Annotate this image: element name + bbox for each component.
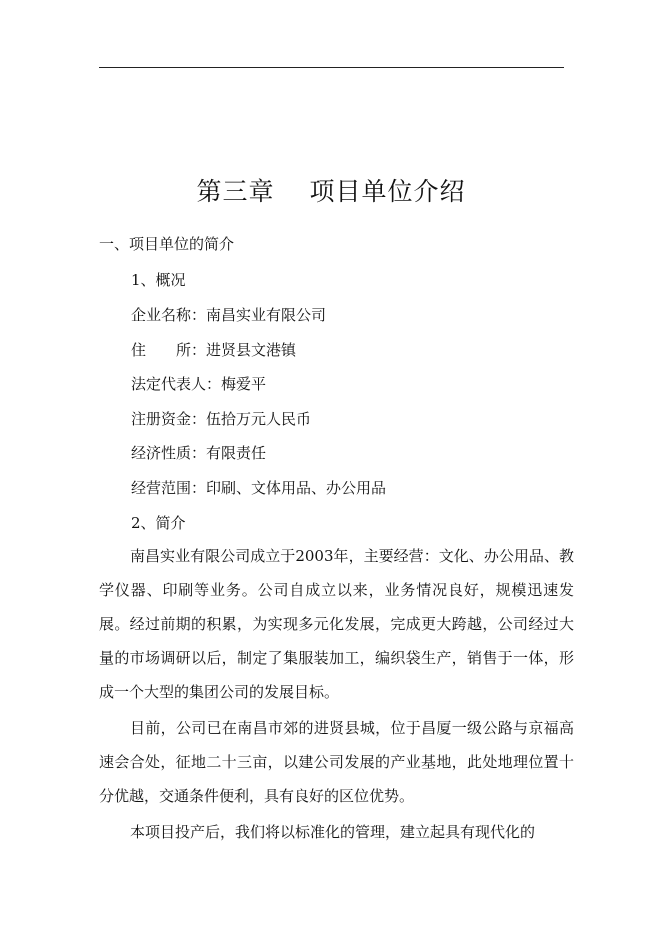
intro-paragraph-2: 目前，公司已在南昌市郊的进贤县城，位于昌厦一级公路与京福高速会合处，征地二十三亩，以建公司发展的产业基地，此处地理位置十分优越，交通条件便利，具有良好的区位优势。 [99,719,574,805]
field-company-name [131,305,326,325]
field-economic-nature [131,443,266,463]
field-key: 企业名称： [131,306,207,324]
field-key: 住 所： [131,341,207,359]
field-key: 法定代表人： [131,375,222,393]
field-address [131,340,296,360]
header-rule [99,67,564,68]
intro-paragraph-3: 本项目投产后，我们将以标准化的管理，建立起具有现代化的 [130,823,536,841]
field-key: 经营范围： [131,479,207,497]
field-value: 进贤县文港镇 [206,341,297,359]
field-key: 注册资金： [131,410,207,428]
section-heading: 一、项目单位的简介 [99,235,235,253]
field-value: 南昌实业有限公司 [206,306,327,324]
overview-heading: 1、概况 [131,271,186,289]
field-legal-representative [131,374,266,394]
field-value: 印刷、文体用品、办公用品 [206,479,387,497]
intro-heading: 2、简介 [131,514,186,532]
chapter-title: 第三章 项目单位介绍 [196,177,466,206]
field-business-scope [131,478,386,498]
field-value: 梅爱平 [221,375,267,393]
field-value: 有限责任 [206,444,267,462]
field-value: 伍拾万元人民币 [206,410,312,428]
field-registered-capital [131,409,311,429]
field-key: 经济性质： [131,444,207,462]
intro-paragraph-1: 南昌实业有限公司成立于2003年，主要经营：文化、办公用品、教学仪器、印刷等业务。公司自成立以来，业务情况良好，规模迅速发展。经过前期的积累，为实现多元化发展，完成更大跨越，公司经过大量的市场调研以后，制定了集服装加工，编织袋生产，销售于一体，形成一个大型的集团公司的发展目标。 [99,547,574,701]
